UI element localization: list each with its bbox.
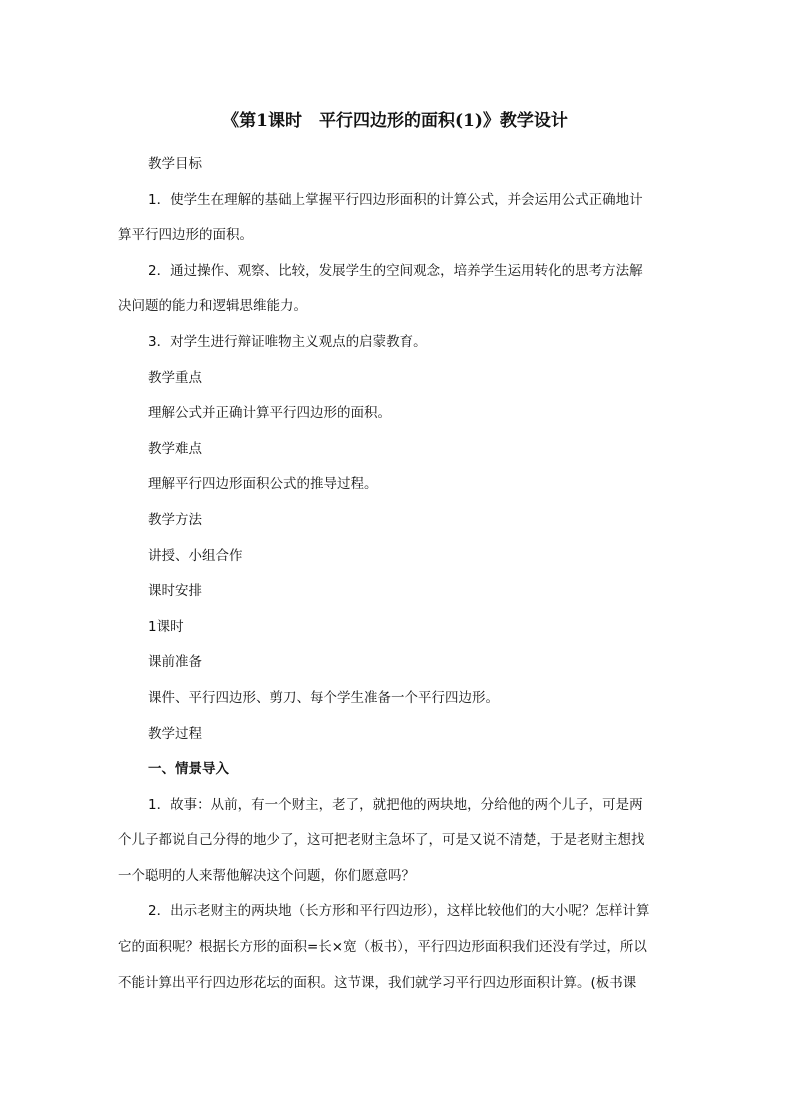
- paragraph-line: 2．通过操作、观察、比较，发展学生的空间观念，培养学生运用转化的思考方法解: [148, 263, 643, 279]
- paragraph-line: 个儿子都说自己分得的地少了，这可把老财主急坏了，可是又说不清楚，于是老财主想找: [118, 832, 645, 848]
- paragraph-line: 决问题的能力和逻辑思维能力。: [118, 298, 307, 314]
- section-heading-preparation: 课前准备: [148, 654, 202, 670]
- document-title: 《第1课时 平行四边形的面积(1)》教学设计: [222, 111, 568, 131]
- paragraph-line: 1．故事：从前，有一个财主，老了，就把他的两块地，分给他的两个儿子，可是两: [148, 797, 643, 813]
- paragraph-line: 3．对学生进行辩证唯物主义观点的启蒙教育。: [148, 334, 427, 350]
- paragraph-line: 理解平行四边形面积公式的推导过程。: [148, 476, 378, 492]
- paragraph-line: 1课时: [148, 619, 184, 635]
- paragraph-line: 讲授、小组合作: [148, 548, 243, 564]
- paragraph-line: 它的面积呢？根据长方形的面积=长×宽（板书），平行四边形面积我们还没有学过，所以: [118, 939, 647, 955]
- paragraph-line: 算平行四边形的面积。: [118, 227, 253, 243]
- paragraph-line: 2．出示老财主的两块地（长方形和平行四边形），这样比较他们的大小呢？怎样计算: [148, 903, 650, 919]
- section-heading-difficulties: 教学难点: [148, 441, 202, 457]
- section-heading-key-points: 教学重点: [148, 370, 202, 386]
- section-heading-objectives: 教学目标: [148, 156, 202, 172]
- section-heading-methods: 教学方法: [148, 512, 202, 528]
- paragraph-line: 不能计算出平行四边形花坛的面积。这节课，我们就学习平行四边形面积计算。(板书课: [118, 975, 637, 991]
- section-heading-process: 教学过程: [148, 726, 202, 742]
- paragraph-line: 理解公式并正确计算平行四边形的面积。: [148, 405, 391, 421]
- subsection-heading-intro: 一、情景导入: [148, 761, 229, 777]
- paragraph-line: 课件、平行四边形、剪刀、每个学生准备一个平行四边形。: [148, 690, 499, 706]
- paragraph-line: 1．使学生在理解的基础上掌握平行四边形面积的计算公式，并会运用公式正确地计: [148, 192, 643, 208]
- section-heading-schedule: 课时安排: [148, 583, 202, 599]
- paragraph-line: 一个聪明的人来帮他解决这个问题，你们愿意吗？: [118, 868, 415, 884]
